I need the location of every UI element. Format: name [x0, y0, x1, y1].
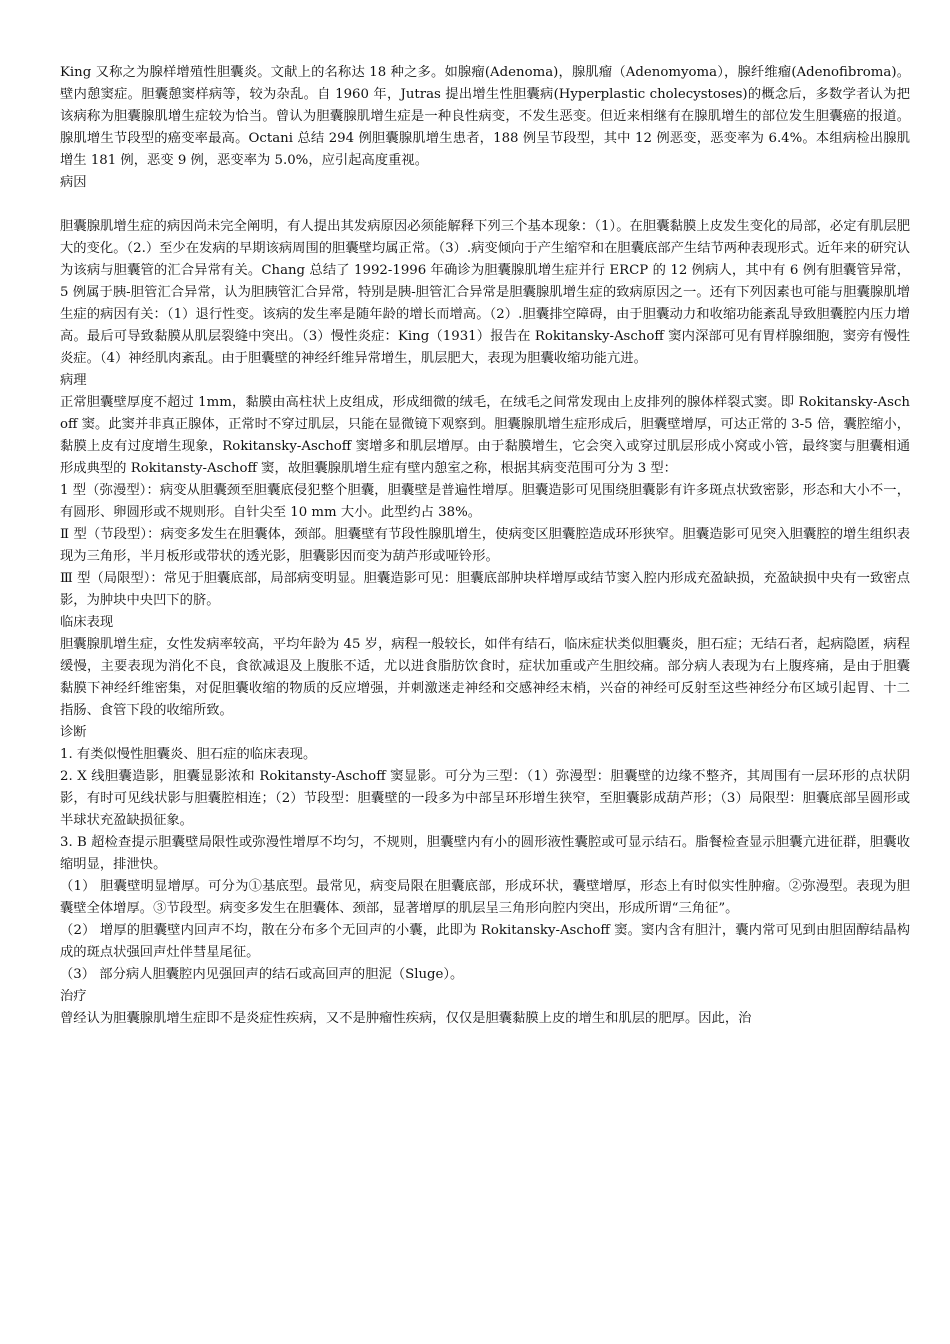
pathology-paragraph: 正常胆囊壁厚度不超过 1mm，黏膜由高柱状上皮组成，形成细微的绒毛，在绒毛之间常发现由上皮排列的腺体样裂式窦。即 Rokitansky-Aschoff 窦。此窦并非真正腺体，正常时不穿过肌层，只能在显微镜下观察到。胆囊腺肌增生症形成后，胆囊壁增厚，可达正常的 3-5 倍，囊腔缩小，黏膜上皮有过度增生现象，Rokitansky-Aschoff 窦增多和肌层增厚。由于黏膜增生，它会突入或穿过肌层形成小窝或小管，最终窦与胆囊相通形成典型的 Rokitansty-Aschoff 窦，故胆囊腺肌增生症有壁内憩室之称，根据其病变范围可分为 3 型： [60, 395, 910, 476]
treatment-paragraph: 曾经认为胆囊腺肌增生症即不是炎症性疾病，又不是肿瘤性疾病，仅仅是胆囊黏膜上皮的增生和肌层的肥厚。因此，治 [60, 1011, 752, 1026]
pathology-type-1: 1 型（弥漫型）：病变从胆囊颈至胆囊底侵犯整个胆囊，胆囊壁是普遍性增厚。胆囊造影可见围绕胆囊影有许多斑点状致密影，形态和大小不一，有圆形、卵圆形或不规则形。自针尖至 10 mm 大小。此型约占 38%。 [60, 483, 910, 520]
document-page [60, 62, 910, 1030]
section-heading-treatment: 治疗 [60, 989, 87, 1004]
section-heading-clinical: 临床表现 [60, 615, 114, 630]
diagnosis-item-3: 3. B 超检查提示胆囊壁局限性或弥漫性增厚不均匀，不规则，胆囊壁内有小的圆形液性囊腔或可显示结石。脂餐检查显示胆囊亢进征群，胆囊收缩明显，排泄快。 [60, 835, 910, 872]
etiology-paragraph: 胆囊腺肌增生症的病因尚未完全阐明，有人提出其发病原因必须能解释下列三个基本现象：（1）。在胆囊黏膜上皮发生变化的局部，必定有肌层肥大的变化。（2.）至少在发病的早期该病周围的胆囊壁均属正常。（3）.病变倾向于产生缩窄和在胆囊底部产生结节两种表现形式。近年来的研究认为该病与胆囊管的汇合异常有关。Chang 总结了 1992-1996 年确诊为胆囊腺肌增生症并行 ERCP 的 12 例病人，其中有 6 例有胆囊管异常，5 例属于胰-胆管汇合异常，认为胆胰管汇合异常，特别是胰-胆管汇合异常是胆囊腺肌增生症的致病原因之一。还有下列因素也可能与胆囊腺肌增生症的病因有关：（1）退行性变。该病的发生率是随年龄的增长而增高。（2）.胆囊排空障碍，由于胆囊动力和收缩功能紊乱导致胆囊腔内压力增高。最后可导致黏膜从肌层裂缝中突出。（3）慢性炎症：King（1931）报告在 Rokitansky-Aschoff 窦内深部可见有胃样腺细胞，窦旁有慢性炎症。（4）神经肌肉紊乱。由于胆囊壁的神经纤维异常增生，肌层肥大，表现为胆囊收缩功能亢进。 [60, 219, 910, 366]
clinical-paragraph: 胆囊腺肌增生症，女性发病率较高，平均年龄为 45 岁，病程一般较长，如伴有结石，临床症状类似胆囊炎，胆石症；无结石者，起病隐匿，病程缓慢，主要表现为消化不良，食欲减退及上腹胀不适，尤以进食脂肪饮食时，症状加重或产生胆绞痛。部分病人表现为右上腹疼痛，是由于胆囊黏膜下神经纤维密集，对促胆囊收缩的物质的反应增强，并刺激迷走神经和交感神经末梢，兴奋的神经可反射至这些神经分布区域引起胃、十二指肠、食管下段的收缩所致。 [60, 637, 910, 718]
intro-paragraph: King 又称之为腺样增殖性胆囊炎。文献上的名称达 18 种之多。如腺瘤(Adenoma)，腺肌瘤（Adenomyoma），腺纤维瘤(Adenofibroma)。壁内憩窦症。胆囊憩窦样病等，较为杂乱。自 1960 年，Jutras 提出增生性胆囊病(Hyperplastic cholecystoses)的概念后，多数学者认为把该病称为胆囊腺肌增生症较为恰当。曾认为胆囊腺肌增生症是一种良性病变，不发生恶变。但近来相继有在腺肌增生的部位发生胆囊癌的报道。腺肌增生节段型的癌变率最高。Octani 总结 294 例胆囊腺肌增生患者，188 例呈节段型，其中 12 例恶变，恶变率为 6.4%。本组病检出腺肌增生 181 例，恶变 9 例，恶变率为 5.0%，应引起高度重视。 [60, 65, 910, 168]
section-heading-pathology: 病理 [60, 373, 87, 388]
diagnosis-item-2: 2. X 线胆囊造影，胆囊显影浓和 Rokitansty-Aschoff 窦显影。可分为三型：（1）弥漫型：胆囊壁的边缘不整齐，其周围有一层环形的点状阴影，有时可见线状影与胆囊腔相连；（2）节段型：胆囊壁的一段多为中部呈环形增生狭窄，至胆囊影成葫芦形；（3）局限型：胆囊底部呈圆形或半球状充盈缺损征象。 [60, 769, 910, 828]
pathology-type-3: Ⅲ 型（局限型）：常见于胆囊底部，局部病变明显。胆囊造影可见：胆囊底部肿块样增厚或结节窦入腔内形成充盈缺损，充盈缺损中央有一致密点影，为肿块中央凹下的脐。 [60, 571, 910, 608]
treatment-paragraph-clip [60, 1008, 910, 1030]
section-heading-etiology: 病因 [60, 175, 87, 190]
diagnosis-item-1: 1. 有类似慢性胆囊炎、胆石症的临床表现。 [60, 747, 317, 762]
diagnosis-subitem-2: （2） 增厚的胆囊壁内回声不均，散在分布多个无回声的小囊，此即为 Rokitansky-Aschoff 窦。窦内含有胆汁，囊内常可见到由胆固醇结晶构成的斑点状强回声灶伴彗星尾征。 [60, 923, 910, 960]
blank-line [60, 194, 910, 216]
diagnosis-subitem-1: （1） 胆囊壁明显增厚。可分为①基底型。最常见，病变局限在胆囊底部，形成环状，囊壁增厚，形态上有时似实性肿瘤。②弥漫型。表现为胆囊壁全体增厚。③节段型。病变多发生在胆囊体、颈部，显著增厚的肌层呈三角形向腔内突出，形成所谓“三角征”。 [60, 879, 910, 916]
diagnosis-subitem-3: （3） 部分病人胆囊腔内见强回声的结石或高回声的胆泥（Sluge）。 [60, 967, 464, 982]
pathology-type-2: Ⅱ 型（节段型）：病变多发生在胆囊体，颈部。胆囊壁有节段性腺肌增生，使病变区胆囊腔造成环形狭窄。胆囊造影可见突入胆囊腔的增生组织表现为三角形，半月板形或带状的透光影，胆囊影因而变为葫芦形或哑铃形。 [60, 527, 910, 564]
section-heading-diagnosis: 诊断 [60, 725, 87, 740]
